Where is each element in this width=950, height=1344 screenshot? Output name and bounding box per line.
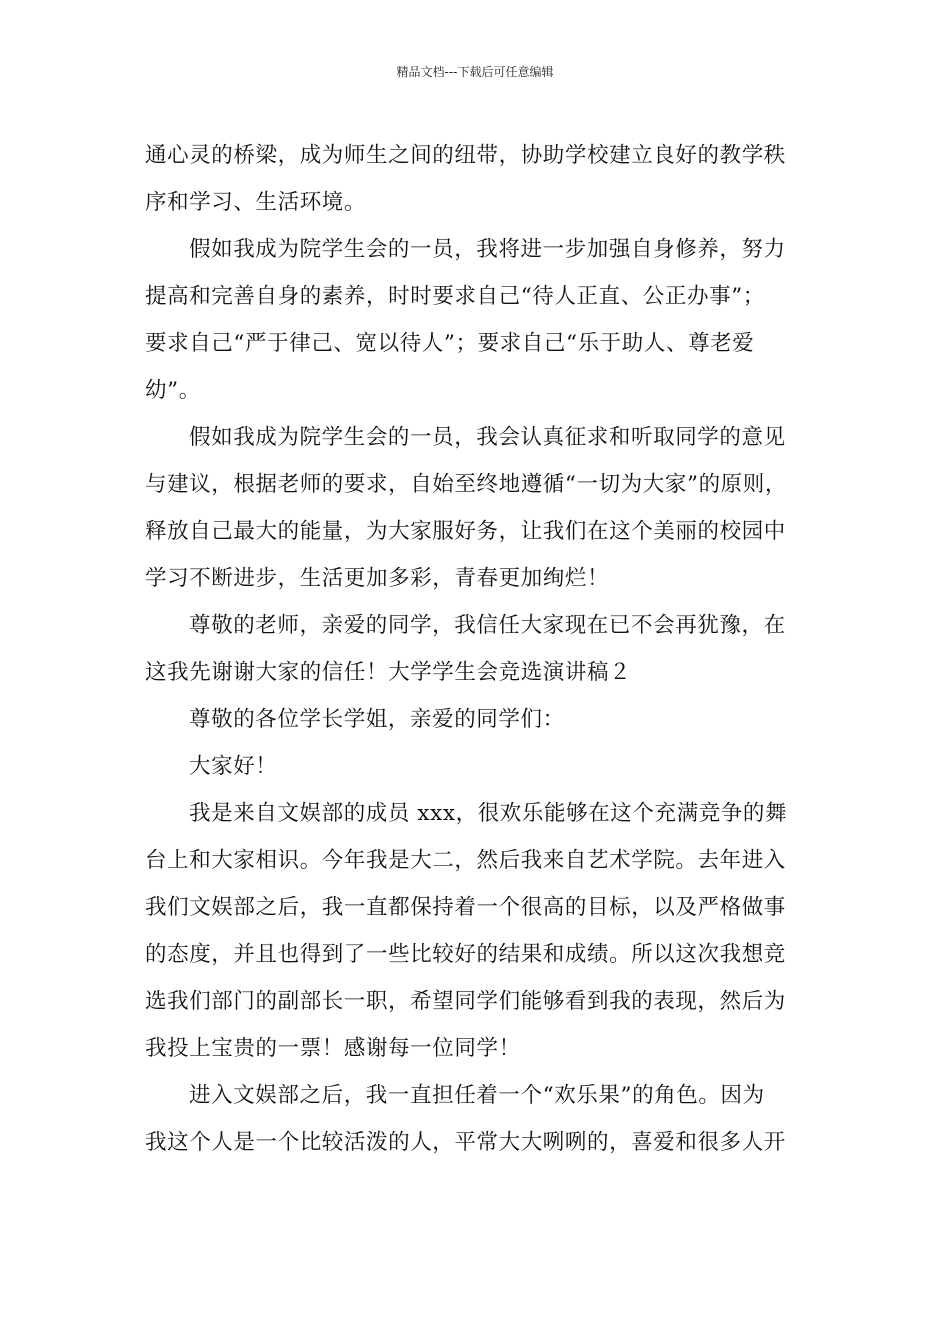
text-line: 通心灵的桥梁，成为师生之间的纽带，协助学校建立良好的教学秩 [145, 143, 786, 168]
text-line: 学习不断进步，生活更加多彩，青春更加绚烂！ [145, 566, 610, 591]
paragraph-start-line: 进入文娱部之后，我一直担任着一个“欢乐果”的角色。因为 [189, 1083, 765, 1108]
text-line: 我这个人是一个比较活泼的人，平常大大咧咧的，喜爱和很多人开 [145, 1130, 786, 1155]
page-header: 精品文档---下载后可任意编辑 [396, 65, 554, 79]
text-line: 选我们部门的副部长一职，希望同学们能够看到我的表现，然后为 [145, 989, 786, 1014]
text-line: 我们文娱部之后，我一直都保持着一个很高的目标，以及严格做事 [145, 895, 786, 920]
body-text [145, 132, 815, 1166]
text-line: 幼”。 [145, 378, 201, 403]
text-line: 与建议，根据老师的要求，自始至终地遵循“一切为大家”的原则， [145, 472, 787, 497]
text-line: 序和学习、生活环境。 [145, 190, 367, 215]
greeting-line: 大家好！ [189, 754, 278, 779]
text-line: 这我先谢谢大家的信任！大学学生会竞选演讲稿２ [145, 660, 632, 685]
text-line: 释放自己最大的能量，为大家服好务，让我们在这个美丽的校园中 [145, 519, 786, 544]
paragraph-start-line: 假如我成为院学生会的一员，我将进一步加强自身修养，努力 [189, 237, 786, 262]
text-line: 我投上宝贵的一票！感谢每一位同学！ [145, 1036, 521, 1061]
paragraph-start-line: 我是来自文娱部的成员 xxx，很欢乐能够在这个充满竞争的舞 [189, 801, 788, 826]
paragraph-start-line: 假如我成为院学生会的一员，我会认真征求和听取同学的意见 [189, 425, 786, 450]
text-line: 台上和大家相识。今年我是大二，然后我来自艺术学院。去年进入 [145, 848, 786, 873]
text-line: 提高和完善自身的素养，时时要求自己“待人正直、公正办事”； [145, 284, 765, 309]
paragraph-start-line: 尊敬的老师，亲爱的同学，我信任大家现在已不会再犹豫，在 [189, 613, 786, 638]
text-line: 要求自己“严于律己、宽以待人”；要求自己“乐于助人、尊老爱 [145, 331, 755, 356]
salutation-line: 尊敬的各位学长学姐，亲爱的同学们： [189, 707, 565, 732]
text-line: 的态度，并且也得到了一些比较好的结果和成绩。所以这次我想竞 [145, 942, 786, 967]
